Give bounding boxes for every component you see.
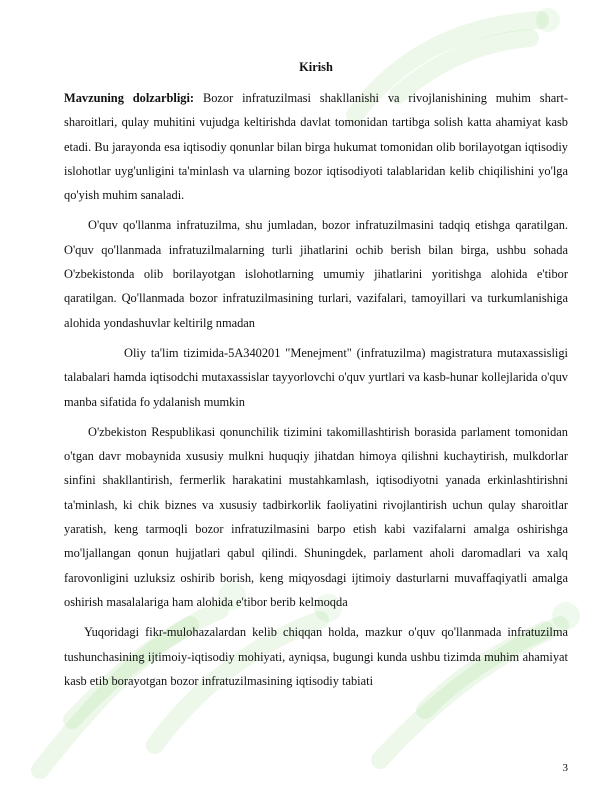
intro-text: Bozor infratuzilmasi shakllanishi va rivojlanishining muhim shart- sharoitlari, qulay muhitini vujudga keltirishda davlat tomonidan tartibga solish katta ahamiyat kasb etadi. Bu jarayonda esa iqtisodiy qonunlar bilan birga hukumat tomonidan olib borilayotgan iqtisodiy islohotlar uyg'unligini ta'minlash va ularning bozor iqtisodiyoti talablaridan kelib chiqilishini yo'lga qo'yish muhim sanaladi.	[64, 91, 568, 203]
page-number: 3	[562, 762, 568, 774]
paragraph-2: O'quv qo'llanma infratuzilma, shu jumladan, bozor infratuzilmasini tadqiq etishga qaratilgan. O'quv qo'llanmada infratuzilmalarning turli jihatlarini ochib berish bilan birga, ushbu sohada O'zbekistonda olib borilayotgan islohotlarning umumiy jihatlarini yoritishga alohida e'tibor qaratilgan. Qo'llanmada bozor infratuzilmasining turlari, vazifalari, tamoyillari va turkumlanishiga alohida yondashuvlar keltirilg nmadan	[64, 218, 568, 330]
intro-paragraph	[64, 86, 568, 207]
document-body	[64, 56, 568, 699]
intro-lead: Mavzuning dolzarbligi:	[64, 91, 195, 105]
document-title: Kirish	[299, 60, 333, 74]
paragraph-4: O'zbekiston Respublikasi qonunchilik tizimini takomillashtirish borasida parlament tomonidan o'tgan davr mobaynida xususiy mulkni huquqiy jihatdan himoya qilishni kuchaytirish, mulkdorlar sinfini shakllantirish, fermerlik harakatini mustahkamlash, iqtisodiyotni yanada erkinlashtirishni ta'minlash, ki chik biznes va xususiy tadbirkorlik faoliyatini rivojlantirish uchun qulay sharoitlar yaratish, keng tarmoqli bozor infratuzilmasini barpo etish kabi vazifalarni amalga oshirishga mo'ljallangan qonun hujjatlari qabul qilindi. Shuningdek, parlament aholi daromadlari va xalq farovonligini uzluksiz oshirib borish, keng miqyosdagi ijtimoiy dasturlarni muvaffaqiyatli amalga oshirish masalalariga ham alohida e'tibor berib kelmoqda	[64, 424, 568, 609]
paragraph-3: Oliy ta'lim tizimida-5A340201 "Menejment" (infratuzilma) magistratura mutaxassisligi talabalari hamda iqtisodchi mutaxassislar tayyorlovchi o'quv yurtlari va kasb-hunar kollejlarida o'quv manba sifatida fo ydalanish mumkin	[64, 345, 568, 409]
paragraph-5: Yuqoridagi fikr-mulohazalardan kelib chiqqan holda, mazkur o'quv qo'llanmada infratuzilma tushunchasining ijtimoiy-iqtisodiy mohiyati, ayniqsa, bugungi kunda ushbu tizimda muhim ahamiyat kasb etib borayotgan bozor infratuzilmasining iqtisodiy tabiati	[64, 625, 568, 688]
